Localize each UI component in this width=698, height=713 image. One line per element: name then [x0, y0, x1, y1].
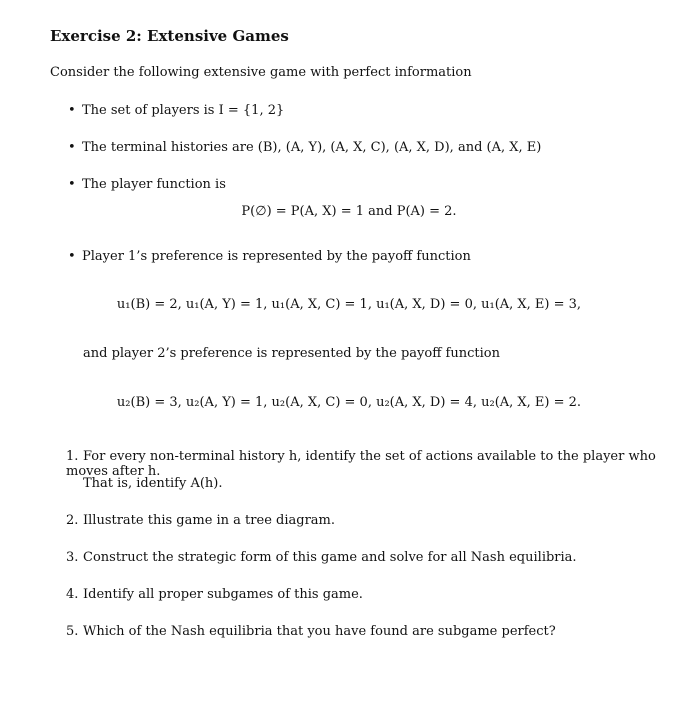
bullet-dot-icon: •	[68, 103, 76, 118]
question-4	[66, 587, 363, 602]
question-1-continued: That is, identify A(h).	[83, 476, 223, 491]
question-2	[66, 513, 335, 528]
question-number: 3.	[66, 550, 79, 565]
question-1	[66, 449, 698, 479]
player-function-equation: P(∅) = P(A, X) = 1 and P(A) = 2.	[241, 204, 457, 219]
question-text: For every non-terminal history h, identify the set of actions available to the player who moves after h.	[66, 449, 656, 479]
payoff2-intro: and player 2’s preference is represented by the payoff function	[83, 346, 500, 361]
question-text: Identify all proper subgames of this game.	[83, 587, 363, 602]
players-text: The set of players is I = {1, 2}	[82, 103, 285, 118]
intro-text: Consider the following extensive game with perfect information	[50, 65, 472, 80]
question-text: Construct the strategic form of this game and solve for all Nash equilibria.	[83, 550, 577, 565]
payoff1-intro: Player 1’s preference is represented by the payoff function	[82, 249, 471, 264]
bullet-player-function	[68, 177, 226, 192]
bullet-histories	[68, 140, 541, 155]
question-number: 5.	[66, 624, 79, 639]
question-3	[66, 550, 577, 565]
payoff2-equation: u₂(B) = 3, u₂(A, Y) = 1, u₂(A, X, C) = 0, u₂(A, X, D) = 4, u₂(A, X, E) = 2.	[116, 395, 582, 410]
payoff1-equation: u₁(B) = 2, u₁(A, Y) = 1, u₁(A, X, C) = 1, u₁(A, X, D) = 0, u₁(A, X, E) = 3,	[116, 297, 582, 312]
question-5	[66, 624, 556, 639]
question-text: Which of the Nash equilibria that you have found are subgame perfect?	[83, 624, 556, 639]
bullet-dot-icon: •	[68, 140, 76, 155]
question-number: 4.	[66, 587, 79, 602]
exercise-title: Exercise 2: Extensive Games	[50, 27, 289, 45]
bullet-players	[68, 103, 284, 118]
histories-text: The terminal histories are (B), (A, Y), (A, X, C), (A, X, D), and (A, X, E)	[82, 140, 542, 155]
bullet-dot-icon: •	[68, 177, 76, 192]
player-function-intro: The player function is	[82, 177, 226, 192]
bullet-payoff1	[68, 249, 471, 264]
question-text: Illustrate this game in a tree diagram.	[83, 513, 335, 528]
question-number: 1.	[66, 449, 79, 464]
bullet-dot-icon: •	[68, 249, 76, 264]
question-number: 2.	[66, 513, 79, 528]
